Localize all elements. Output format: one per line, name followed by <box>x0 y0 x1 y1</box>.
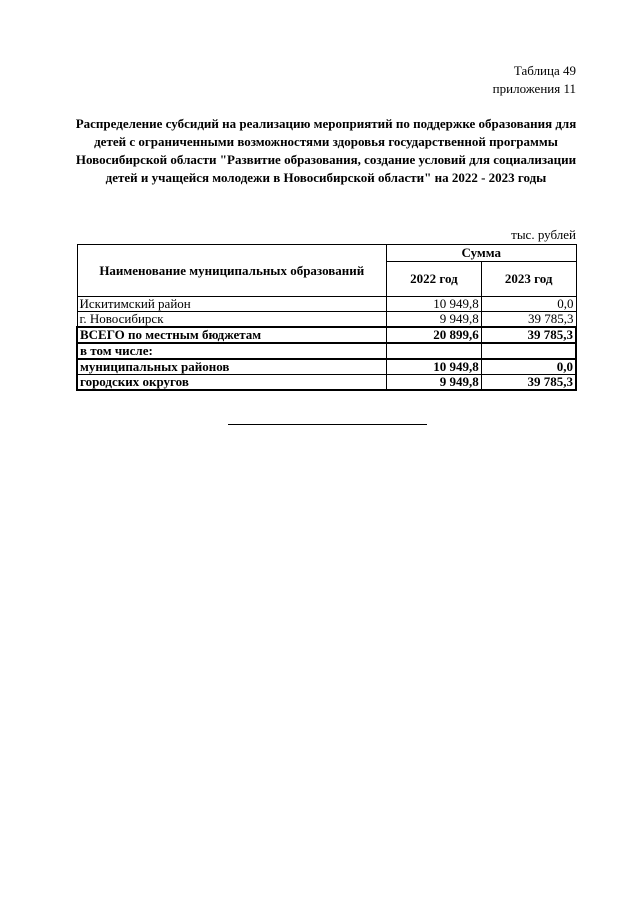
row-value-2023 <box>481 343 576 359</box>
document-title: Распределение субсидий на реализацию мероприятий по поддержке образования для детей с ограниченными возможностями здоровья государственной программы Новосибирской области "Развитие образования, создание условий для социализации детей и учащейся молодежи в Новосибирской области" на 2022 - 2023 годы <box>75 116 577 185</box>
table-row-total <box>77 327 576 343</box>
row-value-2023: 0,0 <box>481 297 576 312</box>
row-value-2022: 9 949,8 <box>387 375 482 391</box>
table-row-subtotal <box>77 359 576 375</box>
row-value-2023: 0,0 <box>481 359 576 375</box>
row-value-2022 <box>387 343 482 359</box>
table-row <box>77 297 576 312</box>
header-year-2023: 2023 год <box>481 262 576 297</box>
row-value-2023: 39 785,3 <box>481 312 576 328</box>
appendix-reference: приложения 11 <box>492 81 576 96</box>
row-name: в том числе: <box>77 343 387 359</box>
unit-label: тыс. рублей <box>511 227 576 242</box>
row-name: муниципальных районов <box>77 359 387 375</box>
end-divider <box>228 424 427 425</box>
header-sum: Сумма <box>387 245 576 262</box>
header-year-2022: 2022 год <box>387 262 482 297</box>
row-value-2022: 10 949,8 <box>387 297 482 312</box>
row-value-2022: 20 899,6 <box>387 327 482 343</box>
row-name: Искитимский район <box>77 297 387 312</box>
row-name: ВСЕГО по местным бюджетам <box>77 327 387 343</box>
table-row <box>77 312 576 328</box>
row-value-2022: 10 949,8 <box>387 359 482 375</box>
table-row-including <box>77 343 576 359</box>
subsidy-table <box>76 244 577 391</box>
table-reference <box>493 62 576 98</box>
row-name: г. Новосибирск <box>77 312 387 328</box>
row-value-2023: 39 785,3 <box>481 327 576 343</box>
row-value-2022: 9 949,8 <box>387 312 482 328</box>
table-row-subtotal <box>77 375 576 391</box>
row-name: городских округов <box>77 375 387 391</box>
header-row-top <box>77 245 576 262</box>
row-value-2023: 39 785,3 <box>481 375 576 391</box>
header-name: Наименование муниципальных образований <box>77 245 387 297</box>
table-number: Таблица 49 <box>513 63 576 78</box>
